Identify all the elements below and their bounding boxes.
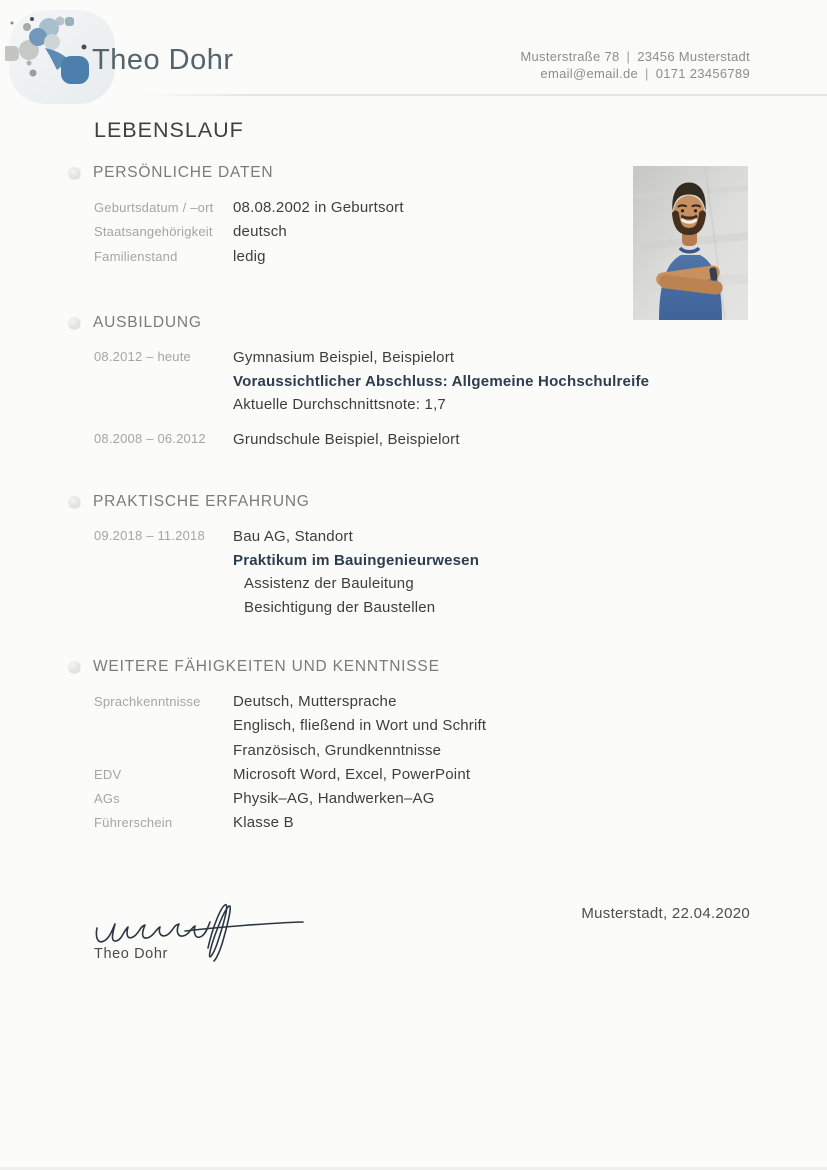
field-values: Klasse B: [233, 814, 294, 832]
skills-row: [94, 811, 767, 835]
skills-row: [94, 690, 767, 763]
education-institution: Gymnasium Beispiel, Beispielort: [233, 349, 455, 366]
entry-details: [233, 428, 460, 452]
entry-details: [233, 346, 649, 417]
entry-period: 08.2008 – 06.2012: [94, 430, 206, 446]
header-divider: [140, 94, 827, 96]
field-label: EDV: [94, 766, 122, 782]
experience-company: Bau AG, Standort: [233, 528, 353, 545]
section-heading: PERSÖNLICHE DATEN: [93, 164, 274, 181]
field-label: Geburtsdatum / –ort: [94, 200, 214, 215]
section-heading: WEITERE FÄHIGKEITEN UND KENNTNISSE: [93, 658, 440, 675]
contact-email: email@email.de: [540, 65, 639, 81]
field-value: deutsch: [233, 223, 287, 241]
field-label: AGs: [94, 791, 120, 807]
entry-period: 09.2018 – 11.2018: [94, 528, 205, 543]
section-bullet-icon: [69, 168, 80, 179]
signed-name: Theo Dohr: [94, 946, 168, 962]
education-entry: [94, 428, 767, 452]
experience-role: Praktikum im Bauingenieurwesen: [233, 551, 480, 569]
contact-address-line: [520, 49, 750, 66]
field-value: ledig: [233, 247, 266, 265]
field-values: Microsoft Word, Excel, PowerPoint: [233, 765, 471, 783]
education-block: [94, 346, 767, 462]
contact-street: Musterstraße 78: [520, 49, 620, 64]
language-skill: Englisch, fließend in Wort und Schrift: [233, 717, 487, 735]
education-degree: Voraussichtlicher Abschluss: Allgemeine Hochschulreife: [233, 372, 650, 390]
section-heading: AUSBILDUNG: [93, 314, 202, 331]
language-skill: Französisch, Grundkenntnisse: [233, 741, 442, 759]
education-institution: Grundschule Beispiel, Beispielort: [233, 430, 460, 448]
document-title: LEBENSLAUF: [94, 118, 244, 142]
experience-task: Assistenz der Bauleitung: [244, 575, 414, 593]
section-header-experience: [69, 493, 310, 511]
skills-block: [94, 690, 767, 836]
education-entry: [94, 346, 767, 417]
skills-row: [94, 787, 767, 811]
experience-block: [94, 525, 767, 630]
place-and-date: Musterstadt, 22.04.2020: [581, 905, 750, 922]
contact-separator: |: [645, 65, 649, 81]
contact-city: 23456 Musterstadt: [637, 49, 750, 64]
field-values: Physik–AG, Handwerken–AG: [233, 790, 435, 808]
section-header-personal: [69, 164, 273, 182]
field-label: Familienstand: [94, 248, 178, 264]
language-skill: Deutsch, Muttersprache: [233, 693, 397, 710]
contact-info: [520, 49, 750, 82]
section-header-skills: [69, 658, 440, 676]
education-grade: Aktuelle Durchschnittsnote: 1,7: [233, 396, 446, 414]
section-bullet-icon: [69, 318, 80, 329]
portrait-photo: [633, 166, 748, 320]
section-bullet-icon: [69, 662, 80, 673]
field-label: Sprachkenntnisse: [94, 694, 201, 709]
field-values: [233, 690, 486, 763]
experience-entry: [94, 525, 767, 619]
field-label: Führerschein: [94, 815, 173, 831]
experience-task: Besichtigung der Baustellen: [244, 598, 436, 616]
contact-phone: 0171 23456789: [655, 65, 750, 81]
section-header-education: [69, 314, 202, 332]
field-value: 08.08.2002 in Geburtsort: [233, 199, 404, 216]
contact-email-phone-line: [520, 66, 750, 83]
section-bullet-icon: [69, 497, 80, 508]
skills-row: [94, 763, 767, 787]
contact-separator: |: [626, 49, 631, 64]
entry-details: [233, 525, 479, 619]
page-header-name: Theo Dohr: [92, 44, 234, 76]
section-heading: PRAKTISCHE ERFAHRUNG: [93, 493, 310, 510]
field-label: Staatsangehörigkeit: [94, 224, 213, 240]
entry-period: 08.2012 – heute: [94, 349, 191, 364]
